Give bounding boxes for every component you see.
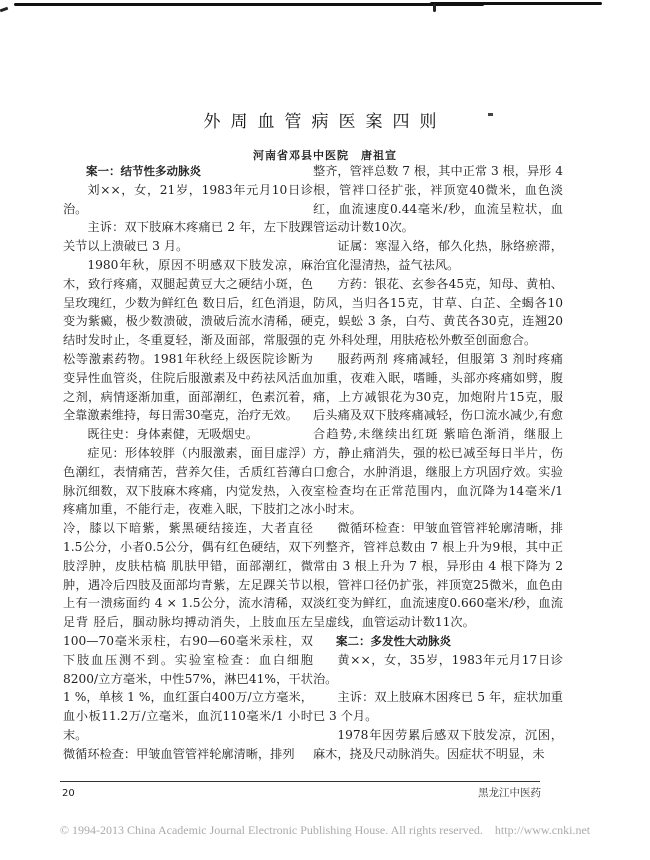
- article-title: 外周血管病医案四则: [203, 112, 447, 133]
- paragraph: 微循环检查：甲皱血管管袢轮廓清晰，排列整齐，管袢总数由 7 根上升为9根，其中正常由 3 根上升为 7 根，异形由 4 根下降为 2 根，管袢口径仍扩张，袢顶宽25微米，血色由淡红变为鲜红，血流速度0.660毫米/秒，血流呈虚线，血管运动计数11次。: [313, 521, 563, 630]
- header-rule: [14, 3, 484, 6]
- copyright-text: © 1994-2013 China Academic Journal Electronic Publishing House. All rights reserved.: [59, 823, 483, 837]
- case-heading: 案二：多发性大动脉炎: [336, 633, 451, 648]
- paragraph: 微循环检查：甲皱血管管袢轮廓清晰，排列: [63, 746, 295, 761]
- author: 唐祖宣: [361, 149, 397, 162]
- paragraph: 主诉：双上肢麻木困疼已 5 年，症状加重已 3 个月。: [313, 690, 563, 724]
- paragraph: 1980年秋，原因不明感双下肢发凉，麻木，致行疼痛，双腿起黄豆大之硬结小斑，色呈玫瑰红，少数为鲜红色 数日后，红色消退，变为紫癜，极少数溃破，溃破后流水清稀，硬结时发时止，冬重夏轻，渐及面部，常服强的松等激素药物。1981年秋经上级医院诊断为变异性血管炎，住院后服激素及中药祛风活血之剂，病情逐渐加重，面部潮红，色素沉着，全靠激素维持，每日需30毫克，治疗无效。: [63, 257, 313, 423]
- paragraph: 方药：银花、玄参各45克，知母、黄柏、防风，当归各15克，甘草、白芷、全蝎各10克，蜈蚣 3 条，白芍、黄芪各30克，连翘20克 外科处理，用肤疮松外敷至创面愈合。: [313, 276, 563, 348]
- paragraph: 既往史：身体素健，无吸烟史。: [87, 427, 259, 442]
- paragraph: 服药两剂 疼痛减轻，但服第 3 剂时疼痛加重，夜难入眠，嗜睡，头部亦疼痛如劈，腹痛，上方减银花为30克，加炮附片15克，服后头痛及双下肢疼痛减轻，伤口流水减少,有愈合趋势,未继续出红斑 紫暗色渐消，继服上方，静止痛消失，强的松已减至每日半片，伤口愈合，水肿消退，继服上方巩固疗效。实验室检查均在正常范围内，血沉降为14毫米/1 小时末。: [313, 351, 563, 517]
- scan-mark: [0, 7, 8, 13]
- paragraph: 主诉：双下肢麻木疼痛已 2 年，左下肢踝关节以上溃破已 3 月。: [63, 220, 313, 254]
- header-rule-right: [430, 2, 602, 5]
- paragraph: 刘××，女，21岁，1983年元月10日诊治。: [63, 182, 313, 216]
- institution: 河南省邓县中医院: [253, 149, 349, 162]
- right-column: [313, 162, 563, 764]
- paragraph: 症见：形体较胖（内服激素，面目虚浮）色潮红，表情痛苦，营养欠佳，舌质红苔薄白脉沉细数，双下肢麻木疼痛，内觉发热，入夜疼痛加重，不能行走，夜难入眠，下肢扪之冰冷，膝以下暗紫，紫黑硬结接连，大者直径1.5公分，小者0.5公分，偶有红色硬结，双下肢浮肿，皮肤枯槁 肌肤甲错，面部潮红，微肿，遇冷后四肢及面部均青紫，左足踝关节以上有一溃疡面约 4 × 1.5公分，流水清稀，双足背 胫后，腘动脉均搏动消失，上肢血压左100—70毫米汞柱，右90—60毫米汞柱，双下肢血压测不到。实验室检查：血白细胞8200/立方毫米，中性57%，淋巴41%，干状 1 %，单核 1 %，血红蛋白400万/立方毫米，血小板11.2万/立毫米，血沉110毫米/1 小时末。: [63, 445, 313, 742]
- paragraph: 整齐，管袢总数 7 根，其中正常 3 根，异形 4 根，管袢口径扩张，袢顶宽40微米，血色淡红，血流速度0.44毫米/秒，血流呈粒状，血管运动计数10次。: [313, 164, 563, 235]
- journal-name: 黑龙江中医药: [478, 787, 541, 799]
- paragraph: 1978年因劳累后感双下肢发凉，沉困，麻木，挠及尺动脉消失。因症状不明显，未: [313, 727, 563, 761]
- paragraph: 黄××，女，35岁，1983年元月17日诊治。: [313, 652, 563, 686]
- paragraph: 证属：寒湿入络，郁久化热，脉络瘀滞，治宜化湿清热，益气祛风。: [313, 239, 563, 272]
- source-url[interactable]: http://www.cnki.net: [494, 823, 591, 837]
- byline: [0, 147, 650, 163]
- scan-mark-hook: [433, 4, 436, 12]
- copyright-footer: [0, 823, 650, 838]
- case-heading: 案一：结节性多动脉炎: [86, 164, 201, 178]
- page-number: 20: [62, 788, 75, 799]
- footer-rule: [60, 781, 540, 782]
- left-column: [63, 162, 313, 764]
